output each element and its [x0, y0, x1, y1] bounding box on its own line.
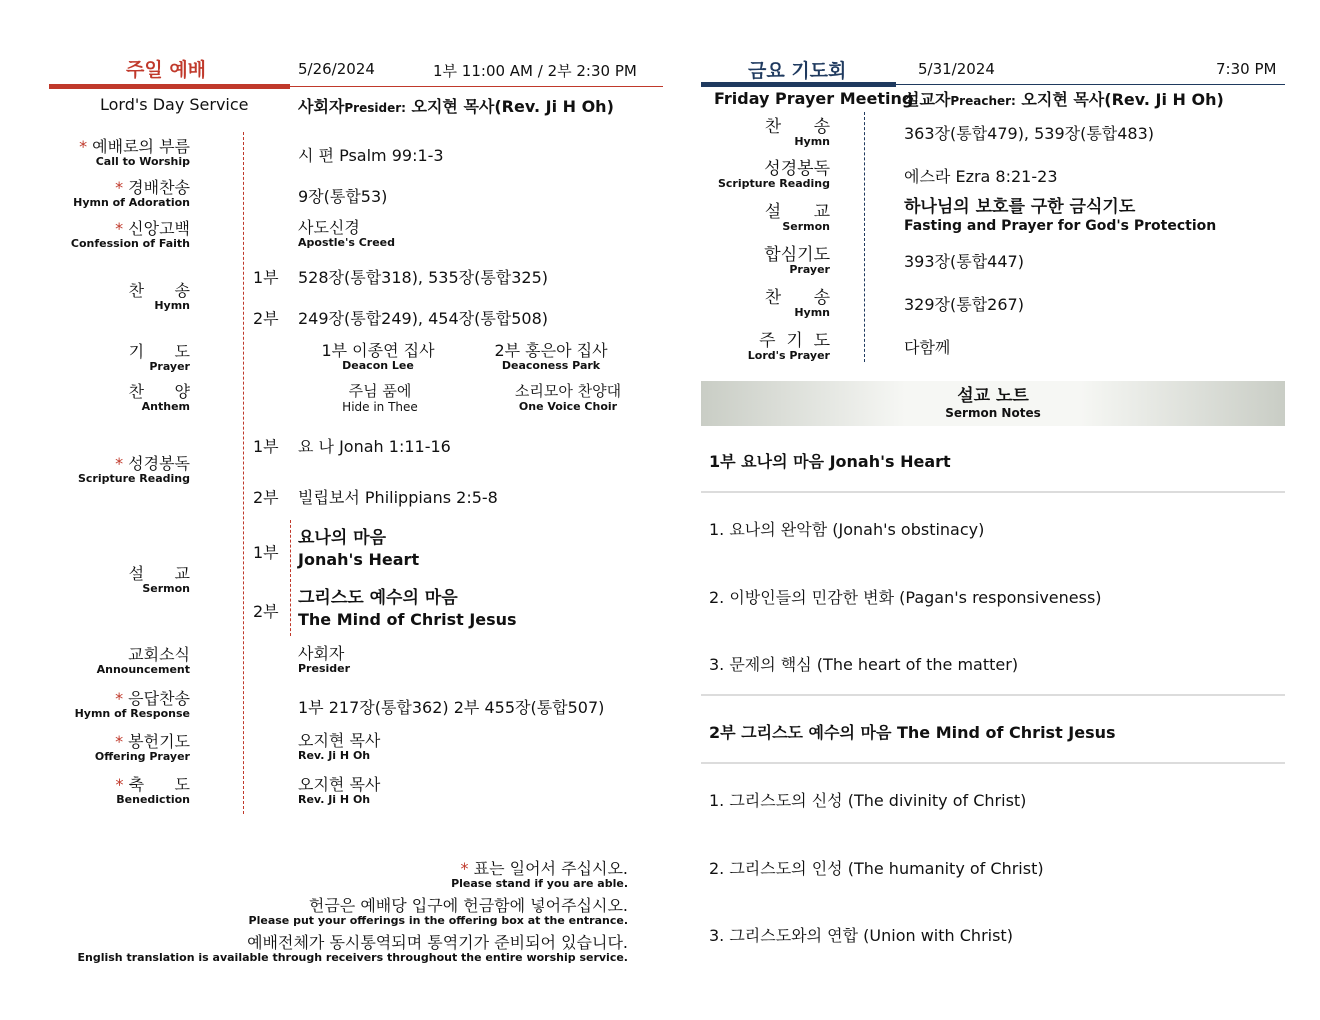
notes-item: 1. 요나의 완악함 (Jonah's obstinacy) — [709, 520, 985, 539]
label-hymn — [129, 282, 190, 312]
notes-item: 2. 그리스도의 인성 (The humanity of Christ) — [709, 859, 1044, 878]
announcement-en: Presider — [298, 662, 351, 675]
notes-item: 2. 이방인들의 민감한 변화 (Pagan's responsiveness) — [709, 588, 1102, 607]
response-hymn-value: 1부 217장(통합362) 2부 455장(통합507) — [298, 698, 605, 717]
friday-time: 7:30 PM — [1216, 60, 1277, 78]
stand-marker: * — [115, 732, 124, 751]
label-en: Prayer — [149, 360, 190, 373]
friday-hymn-1-value: 363장(통합479), 539장(통합483) — [904, 124, 1155, 143]
label-ko: 신앙고백 — [128, 219, 190, 238]
label-ko: 찬 송 — [764, 117, 830, 137]
label-hymn-of-adoration — [73, 179, 190, 209]
stand-notice-en: Please stand if you are able. — [451, 877, 628, 890]
notes-divider — [701, 491, 1285, 493]
benediction-ko: 오지현 목사 — [298, 775, 381, 794]
sermon-p2-en: The Mind of Christ Jesus — [298, 610, 517, 629]
label-en: Call to Worship — [95, 155, 190, 168]
friday-label-lords-prayer — [748, 332, 830, 362]
label-en: Offering Prayer — [94, 750, 190, 763]
label-ko: 합심기도 — [764, 245, 830, 265]
notes-heading-part-2: 2부 그리스도 예수의 마음 The Mind of Christ Jesus — [709, 723, 1116, 742]
call-to-worship-value: 시 편 Psalm 99:1-3 — [298, 146, 444, 165]
label-call-to-worship — [79, 138, 190, 168]
sermon-notes-banner — [701, 381, 1285, 426]
friday-divider — [864, 112, 865, 362]
creed-ko: 사도신경 — [298, 218, 360, 237]
label-en: Hymn of Response — [74, 707, 190, 720]
anthem-title-ko: 주님 품에 — [348, 382, 412, 400]
scripture-part-1-value: 요 나 Jonah 1:11-16 — [298, 437, 451, 456]
prayer-part-1 — [298, 342, 458, 372]
announcement-ko: 사회자 — [298, 644, 345, 663]
friday-lords-prayer-value: 다함께 — [904, 338, 951, 357]
label-ko: 봉헌기도 — [128, 732, 190, 751]
prayer-p2-ko: 2부 홍은아 집사 — [494, 341, 608, 360]
label-ko: 찬 송 — [128, 281, 190, 300]
label-en: Hymn — [154, 299, 190, 312]
creed-en: Apostle's Creed — [298, 236, 396, 249]
sunday-times: 1부 11:00 AM / 2부 2:30 PM — [433, 62, 637, 80]
stand-marker: * — [115, 689, 124, 708]
label-benediction — [115, 776, 190, 806]
friday-date: 5/31/2024 — [918, 60, 995, 78]
label-hymn-of-response — [75, 690, 190, 720]
label-en: Sermon — [142, 582, 190, 595]
hymn-part-2-value: 249장(통합249), 454장(통합508) — [298, 309, 549, 328]
label-ko: 예배로의 부름 — [92, 137, 190, 156]
sermon-notes-title-en: Sermon Notes — [945, 406, 1041, 420]
label-announcement — [97, 646, 190, 676]
friday-subtitle: Friday Prayer Meeting — [714, 89, 914, 108]
label-en: Benediction — [116, 793, 190, 806]
presider-name: 오지현 목사(Rev. Ji H Oh) — [405, 97, 614, 116]
friday-header-thick-rule — [701, 82, 896, 87]
benediction-en: Rev. Ji H Oh — [298, 793, 371, 806]
label-anthem — [129, 383, 190, 413]
friday-header-thin-rule — [896, 84, 1285, 85]
stand-notice-ko: 표는 일어서 주십시오. — [468, 859, 628, 878]
sunday-header-thin-rule — [290, 86, 663, 87]
stand-marker: * — [115, 454, 124, 473]
label-ko: 교회소식 — [128, 645, 190, 664]
label-en: Prayer — [789, 263, 830, 276]
hymn-part-1-value: 528장(통합318), 535장(통합325) — [298, 268, 549, 287]
sermon-notes-title-ko: 설교 노트 — [957, 386, 1029, 406]
anthem-choir-en: One Voice Choir — [518, 400, 618, 413]
translation-notice — [78, 934, 629, 964]
notes-item: 3. 그리스도와의 연합 (Union with Christ) — [709, 926, 1013, 945]
scripture-part-2: 2부 — [253, 488, 279, 507]
stand-marker: * — [115, 775, 124, 794]
sunday-divider — [243, 132, 244, 814]
label-ko: 찬 양 — [128, 382, 190, 401]
label-prayer — [129, 343, 190, 373]
friday-label-prayer — [764, 246, 830, 276]
offering-ko: 오지현 목사 — [298, 731, 381, 750]
stand-marker: * — [115, 178, 124, 197]
sermon-p1-en: Jonah's Heart — [298, 550, 420, 569]
sermon-p1-ko: 요나의 마음 — [298, 528, 387, 548]
label-en: Anthem — [141, 400, 190, 413]
label-confession-of-faith — [71, 220, 190, 250]
translation-notice-ko: 예배전체가 동시통역되며 통역기가 준비되어 있습니다. — [247, 933, 628, 952]
label-ko: 성경봉독 — [128, 454, 190, 473]
anthem-title — [318, 383, 442, 414]
label-en: Announcement — [96, 663, 190, 676]
preacher-label-ko: 설교자 — [904, 90, 951, 109]
sermon-part-2-value — [298, 587, 517, 631]
label-ko: 찬 송 — [764, 288, 830, 308]
friday-scripture-value: 에스라 Ezra 8:21-23 — [904, 167, 1058, 186]
sunday-presider — [298, 94, 614, 117]
label-ko: 설 교 — [764, 202, 830, 222]
offering-notice — [249, 897, 628, 927]
notes-item: 1. 그리스도의 신성 (The divinity of Christ) — [709, 791, 1027, 810]
offering-notice-en: Please put your offerings in the offering box at the entrance. — [248, 914, 628, 927]
friday-prayer-value: 393장(통합447) — [904, 252, 1024, 271]
benediction-value — [298, 776, 380, 806]
offering-notice-ko: 헌금은 예배당 입구에 헌금함에 넣어주십시오. — [308, 896, 628, 915]
friday-sermon-value — [904, 196, 1216, 235]
offering-prayer-value — [298, 732, 380, 762]
label-en: Hymn of Adoration — [73, 196, 190, 209]
friday-label-hymn-2 — [765, 289, 830, 319]
notes-item: 3. 문제의 핵심 (The heart of the matter) — [709, 655, 1019, 674]
stand-marker: * — [115, 219, 124, 238]
sunday-date: 5/26/2024 — [298, 60, 375, 78]
notes-divider — [701, 694, 1285, 696]
notes-divider — [701, 762, 1285, 764]
label-ko: 주 기 도 — [759, 331, 830, 351]
sermon-part-1-value — [298, 527, 419, 571]
label-en: Sermon — [782, 220, 830, 233]
label-en: Scripture Reading — [77, 472, 190, 485]
friday-sermon-en: Fasting and Prayer for God's Protection — [904, 218, 1217, 234]
notes-heading-part-1: 1부 요나의 마음 Jonah's Heart — [709, 452, 951, 471]
sunday-title: 주일 예배 — [126, 59, 207, 81]
label-en: Hymn — [794, 306, 830, 319]
prayer-p1-en: Deacon Lee — [342, 359, 414, 372]
offering-en: Rev. Ji H Oh — [298, 749, 371, 762]
hymn-part-2: 2부 — [253, 309, 279, 328]
preacher-label-en: Preacher: — [950, 94, 1016, 108]
sermon-part-1: 1부 — [253, 543, 279, 562]
anthem-title-en: Hide in Thee — [342, 400, 418, 414]
stand-notice — [451, 860, 628, 890]
friday-label-hymn-1 — [765, 118, 830, 148]
friday-label-scripture — [718, 160, 830, 190]
hymn-part-1: 1부 — [253, 268, 279, 287]
friday-sermon-ko: 하나님의 보호를 구한 금식기도 — [904, 197, 1136, 217]
anthem-choir — [498, 383, 638, 413]
sunday-header-thick-rule — [49, 84, 290, 89]
stand-marker: * — [79, 137, 88, 156]
prayer-part-2 — [478, 342, 624, 372]
label-scripture-reading — [78, 455, 190, 485]
friday-label-sermon — [765, 203, 830, 233]
sunday-subtitle: Lord's Day Service — [100, 95, 249, 114]
label-offering-prayer — [95, 733, 190, 763]
label-ko: 성경봉독 — [764, 159, 830, 179]
label-sermon — [129, 565, 190, 595]
prayer-p1-ko: 1부 이종연 집사 — [321, 341, 435, 360]
friday-hymn-2-value: 329장(통합267) — [904, 295, 1024, 314]
label-en: Lord's Prayer — [747, 349, 830, 362]
prayer-p2-en: Deaconess Park — [501, 359, 601, 372]
presider-label-ko: 사회자 — [298, 97, 345, 116]
presider-label-en: Presider: — [344, 101, 406, 115]
adoration-hymn-value: 9장(통합53) — [298, 187, 388, 206]
label-ko: 설 교 — [128, 564, 190, 583]
label-ko: 경배찬송 — [128, 178, 190, 197]
sermon-divider — [290, 520, 291, 636]
creed-value — [298, 219, 395, 249]
translation-notice-en: English translation is available through receivers throughout the entire worship service. — [77, 951, 628, 964]
sermon-p2-ko: 그리스도 예수의 마음 — [298, 588, 458, 608]
label-en: Scripture Reading — [717, 177, 830, 190]
friday-title: 금요 기도회 — [748, 60, 847, 82]
announcement-value — [298, 645, 350, 675]
preacher-name: 오지현 목사(Rev. Ji H Oh) — [1015, 90, 1224, 109]
label-ko: 응답찬송 — [128, 689, 190, 708]
label-ko: 기 도 — [128, 342, 190, 361]
stand-marker: * — [460, 859, 469, 878]
scripture-part-2-value: 빌립보서 Philippians 2:5-8 — [298, 488, 498, 507]
friday-preacher — [904, 87, 1224, 110]
label-ko: 축 도 — [128, 775, 190, 794]
label-en: Hymn — [794, 135, 830, 148]
label-en: Confession of Faith — [70, 237, 190, 250]
anthem-choir-ko: 소리모아 찬양대 — [514, 382, 622, 400]
sermon-part-2: 2부 — [253, 602, 279, 621]
scripture-part-1: 1부 — [253, 437, 279, 456]
